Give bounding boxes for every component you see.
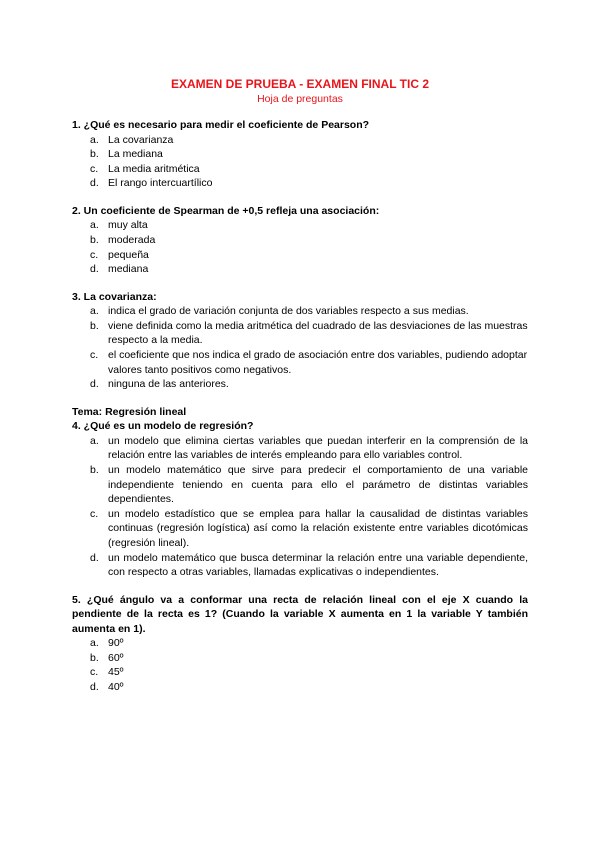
questions-list: [72, 118, 528, 708]
question-title: 4. ¿Qué es un modelo de regresión?: [72, 420, 254, 433]
option-d: [72, 176, 528, 191]
option-letter: c.: [90, 507, 99, 520]
option-letter: a.: [90, 219, 99, 232]
option-letter: b.: [90, 651, 99, 664]
option-text: indica el grado de variación conjunta de dos variables respecto a sus medias.: [108, 305, 469, 318]
option-text: 40º: [108, 681, 124, 694]
option-text: La mediana: [108, 148, 163, 161]
option-letter: b.: [90, 319, 99, 332]
option-text: La covarianza: [108, 133, 174, 146]
option-letter: d.: [90, 177, 99, 190]
option-letter: a.: [90, 434, 99, 447]
question-4: [72, 405, 528, 580]
exam-title: EXAMEN DE PRUEBA - EXAMEN FINAL TIC 2: [170, 77, 430, 91]
option-d: [72, 262, 528, 277]
option-c: [72, 248, 528, 263]
option-a: [72, 218, 528, 233]
option-b: [72, 463, 528, 507]
option-text: muy alta: [108, 219, 148, 232]
options-list: [72, 133, 528, 191]
topic-heading: Tema: Regresión lineal: [72, 405, 187, 418]
option-letter: d.: [90, 263, 99, 276]
question-title: 5. ¿Qué ángulo va a conformar una recta de relación lineal con el eje X cuando la pendiente de la recta es 1? (Cuando la variable X aumenta en 1 la variable Y también aumenta en 1).: [72, 593, 528, 635]
option-letter: d.: [90, 551, 99, 564]
option-a: [72, 304, 528, 319]
question-3: [72, 290, 528, 392]
option-text: viene definida como la media aritmética del cuadrado de las desviaciones de las muestras respecto a la media.: [108, 319, 528, 347]
option-letter: b.: [90, 233, 99, 246]
option-b: [72, 233, 528, 248]
option-d: [72, 551, 528, 580]
options-list: [72, 304, 528, 392]
option-c: [72, 665, 528, 680]
options-list: [72, 636, 528, 694]
option-a: [72, 434, 528, 463]
option-c: [72, 162, 528, 177]
option-text: 90º: [108, 637, 124, 650]
option-letter: a.: [90, 305, 99, 318]
question-title: 2. Un coeficiente de Spearman de +0,5 refleja una asociación:: [72, 204, 380, 217]
option-b: [72, 319, 528, 348]
option-text: 45º: [108, 666, 124, 679]
question-title: 3. La covarianza:: [72, 290, 157, 303]
option-letter: a.: [90, 637, 99, 650]
option-text: 60º: [108, 651, 124, 664]
option-b: [72, 147, 528, 162]
question-2: [72, 204, 528, 277]
options-list: [72, 218, 528, 276]
option-b: [72, 651, 528, 666]
option-letter: c.: [90, 162, 99, 175]
option-d: [72, 377, 528, 392]
exam-subtitle: Hoja de preguntas: [257, 93, 343, 105]
option-text: La media aritmética: [108, 162, 200, 175]
option-text: El rango intercuartílico: [108, 177, 213, 190]
options-list: [72, 434, 528, 580]
question-1: [72, 118, 528, 191]
option-a: [72, 133, 528, 148]
option-text: un modelo estadístico que se emplea para hallar la causalidad de distintas variables continuas (regresión logística) así como la relación existente entre variables dicotómicas (regresión lineal).: [108, 507, 528, 549]
option-text: ninguna de las anteriores.: [108, 378, 229, 391]
option-letter: d.: [90, 378, 99, 391]
option-text: moderada: [108, 233, 156, 246]
option-text: un modelo matemático que sirve para predecir el comportamiento de una variable independiente teniendo en cuenta para ello el parámetro de distintas variables dependientes.: [108, 464, 528, 506]
option-a: [72, 636, 528, 651]
question-title: 1. ¿Qué es necesario para medir el coeficiente de Pearson?: [72, 119, 370, 131]
question-5: [72, 593, 528, 695]
option-c: [72, 507, 528, 551]
exam-header: [0, 77, 600, 106]
option-c: [72, 348, 528, 377]
option-text: pequeña: [108, 248, 149, 261]
option-letter: b.: [90, 464, 99, 476]
option-text: un modelo matemático que busca determinar la relación entre una variable dependiente, con respecto a otras variables, llamadas explicativas o independientes.: [108, 551, 528, 579]
option-letter: c.: [90, 666, 99, 679]
option-letter: d.: [90, 681, 99, 694]
option-d: [72, 680, 528, 695]
option-letter: b.: [90, 148, 99, 161]
option-letter: c.: [90, 248, 99, 261]
option-text: el coeficiente que nos indica el grado de asociación entre dos variables, pudiendo adoptar valores tanto positivos como negativos.: [108, 349, 528, 376]
option-letter: c.: [90, 349, 99, 362]
option-text: mediana: [108, 263, 149, 276]
option-letter: a.: [90, 133, 99, 146]
option-text: un modelo que elimina ciertas variables que puedan interferir en la comprensión de la relación entre las variables de interés empleando para ello variables control.: [108, 434, 528, 462]
